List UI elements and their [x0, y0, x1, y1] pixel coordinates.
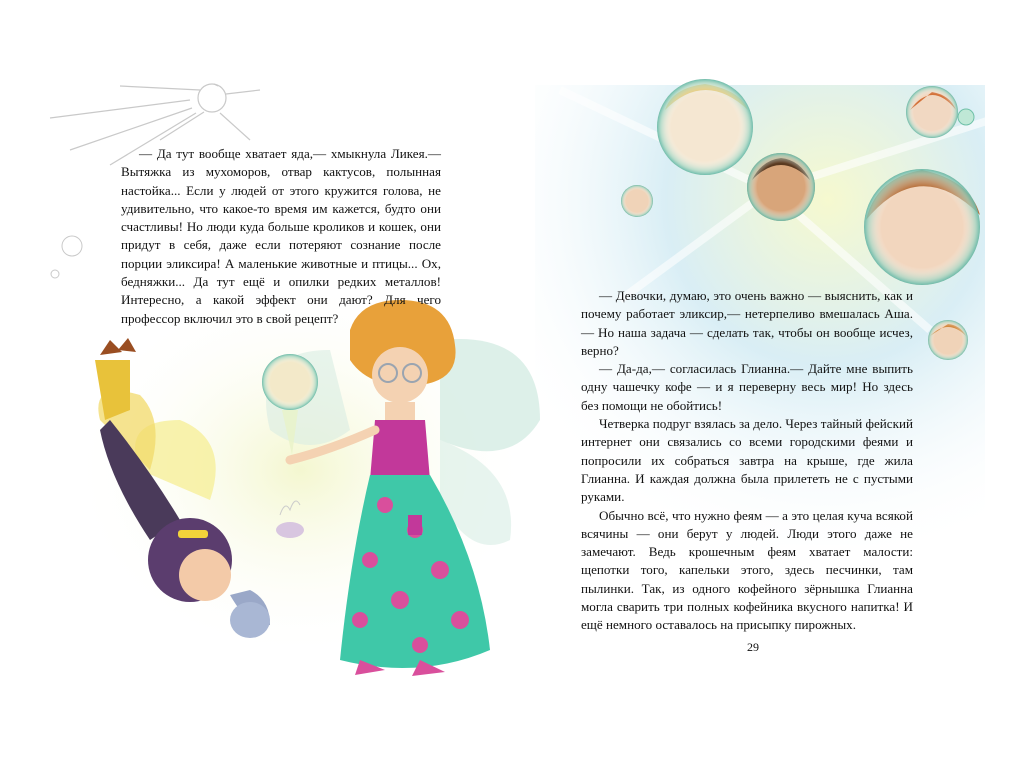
- bubbles-decor: [51, 236, 82, 278]
- paragraph: Обычно всё, что нужно феям — а это целая куча всякой всячины — они берут у людей. Люди этого даже не замечают. Ведь крошечным феям хватает малости: щепотки того, капельки этого, здесь песчинки, там пылинки. Так, из одного кофейного зёрнышка Глианна могла сварить три полных кофейника вкусного напитка! И ещё немного оставалось на присыпку пирожных.: [581, 507, 913, 633]
- left-page-text: [121, 145, 441, 328]
- page-number: 29: [747, 640, 759, 654]
- paragraph: — Да-да,— согласилась Глианна.— Дайте мне выпить одну чашечку кофе — и я переверну весь мир! Но здесь без помощи не обойтись!: [581, 361, 913, 413]
- paragraph: — Да тут вообще хватает яда,— хмыкнула Ликея.— Вытяжка из мухоморов, отвар кактусов, полынная настойка... Если у людей от этого кружится голова, не удивительно, что какое-то время им кажется, будто они счастливы! Но люди куда больше кроликов и кошек, они придут в себя, даже если потеряют сознание после порции эликсира! А маленькие животные и птицы... Ох, бедняжки... Да тут ещё и опилки редких металлов! Интересно, а какой эффект они дают? Для чего профессор включил это в свой рецепт?: [121, 146, 441, 326]
- paragraph: Четверка подруг взялась за дело. Через тайный фейский интернет они связались со всеми городскими феями и попросили их собраться завтра на крыше, где жила Глианна. И каждая должна была прилететь не с пустыми руками.: [581, 416, 913, 505]
- paragraph: — Девочки, думаю, это очень важно — выяснить, как и почему работает эликсир,— нетерпеливо вмешалась Аша.— Но наша задача — сделать так, чтобы он вообще исчез, верно?: [581, 288, 913, 358]
- right-page-text: [581, 287, 913, 635]
